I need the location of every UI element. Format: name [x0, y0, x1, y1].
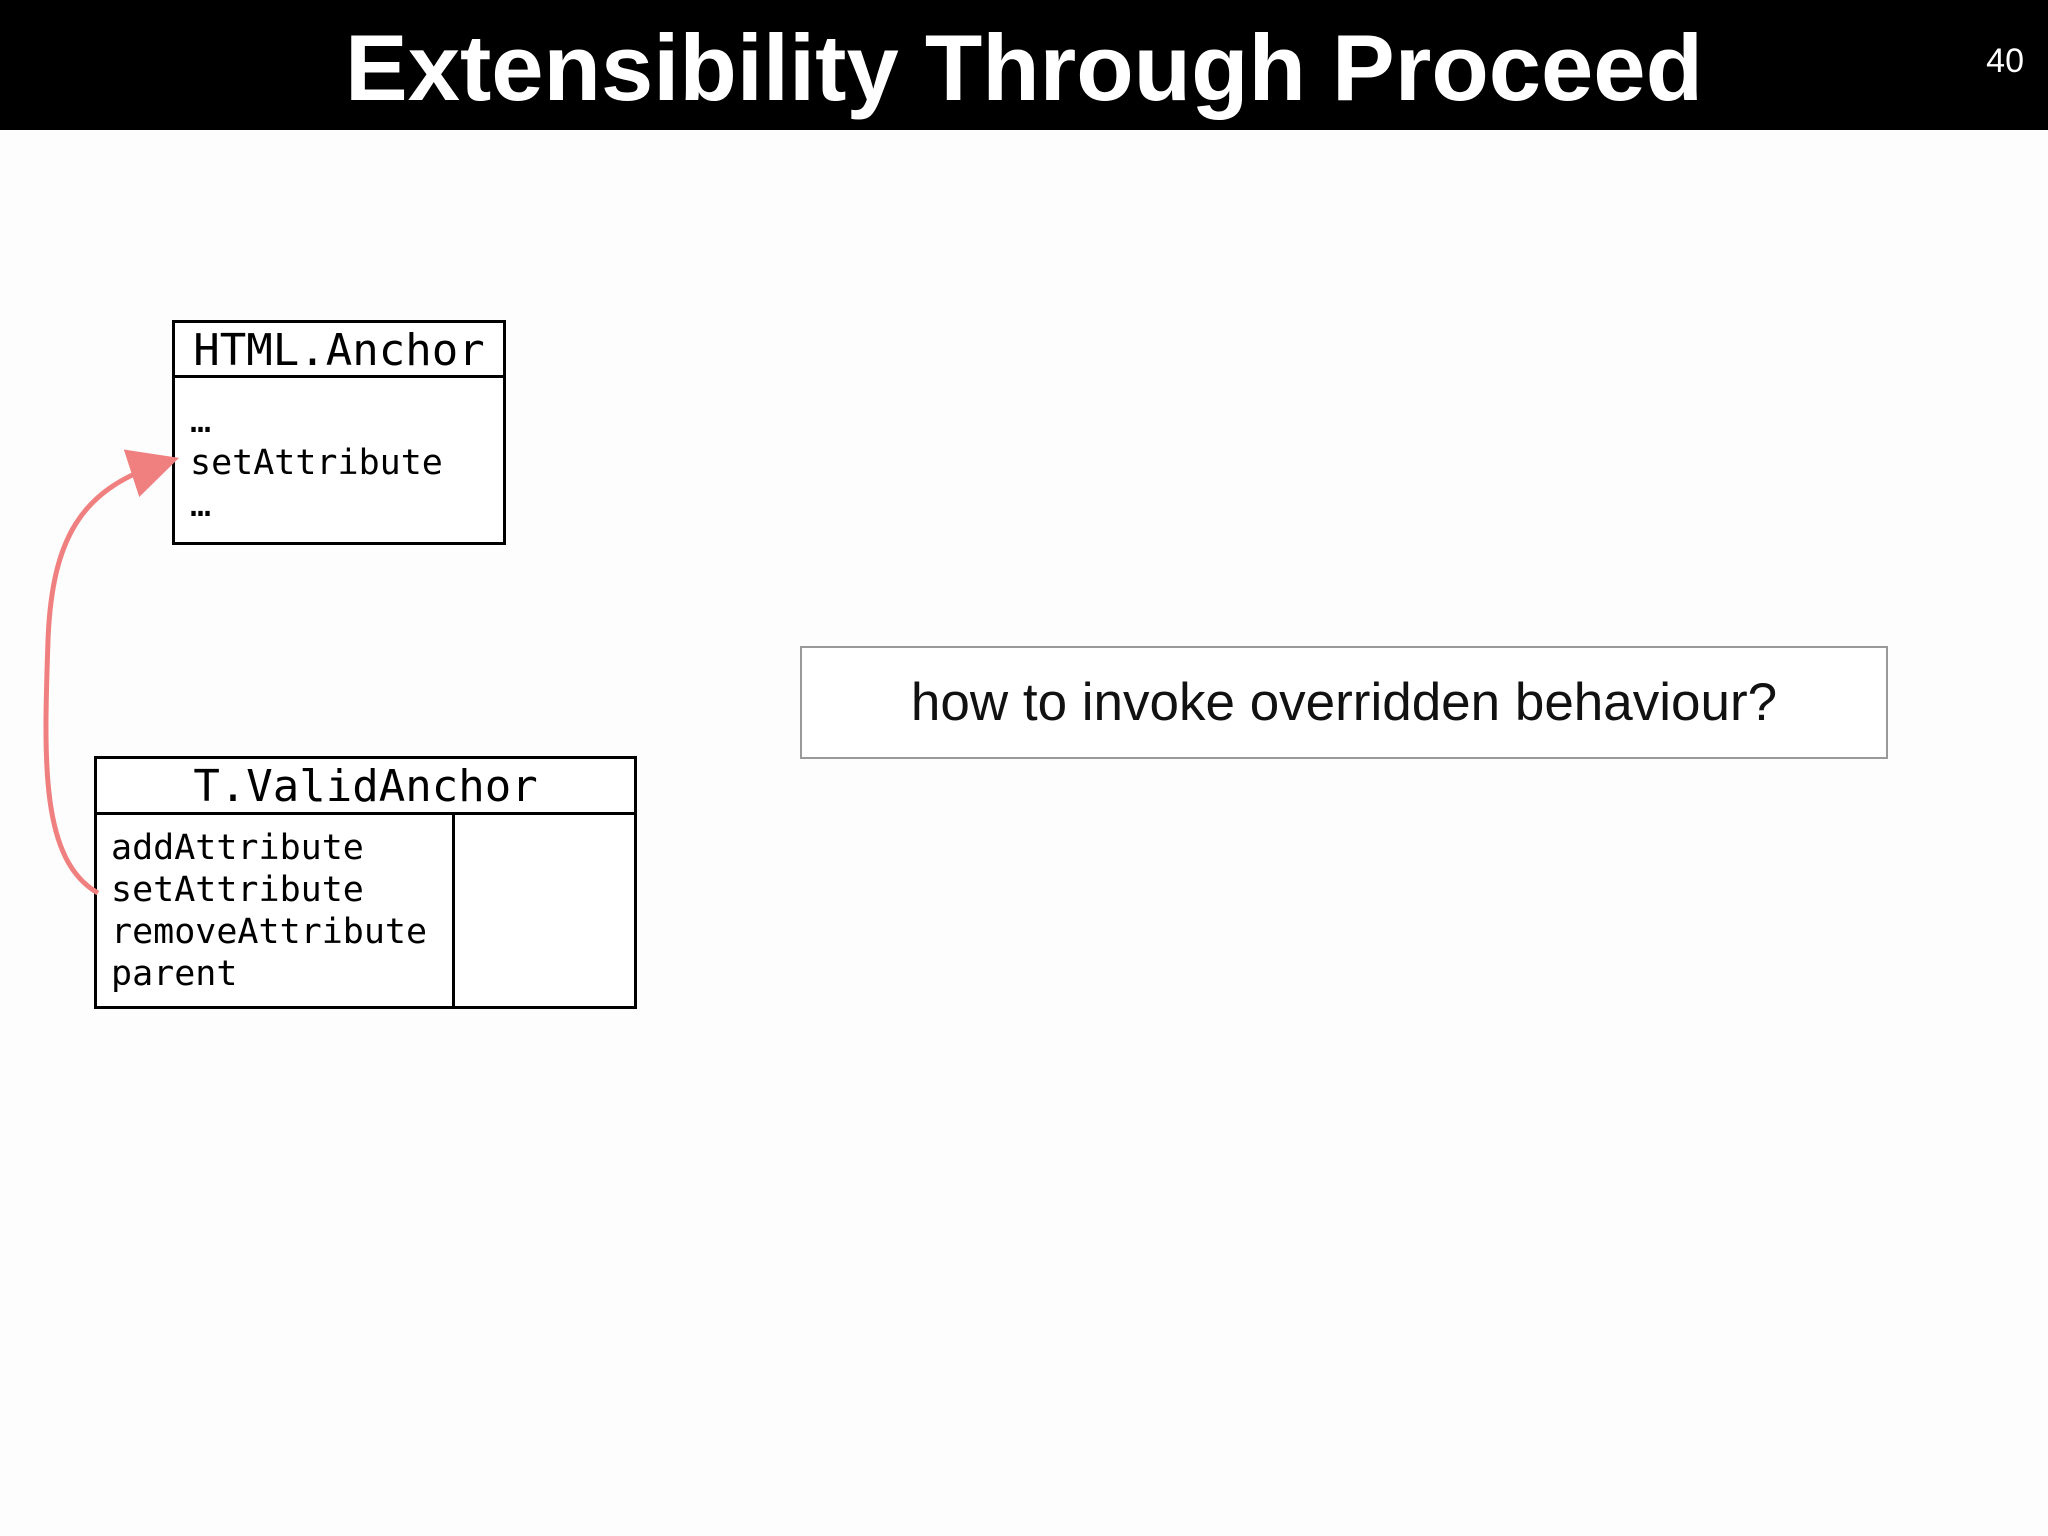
- html-anchor-class-name: HTML.Anchor: [175, 323, 503, 378]
- slide-title: Extensibility Through Proceed: [345, 15, 1703, 120]
- html-anchor-member: …: [190, 485, 212, 525]
- html-anchor-member-setattribute: setAttribute: [190, 443, 443, 483]
- question-box: how to invoke overridden behaviour?: [800, 646, 1888, 759]
- valid-anchor-class-name: T.ValidAnchor: [97, 759, 634, 815]
- html-anchor-member: …: [190, 401, 212, 441]
- slide-number: 40: [1986, 42, 2024, 80]
- valid-anchor-member-setattribute: setAttribute: [111, 870, 364, 910]
- valid-anchor-member-removeattribute: removeAttribute: [111, 912, 428, 952]
- valid-anchor-member-addattribute: addAttribute: [111, 828, 364, 868]
- valid-anchor-member-parent: parent: [111, 954, 238, 994]
- override-arrow: [46, 464, 160, 893]
